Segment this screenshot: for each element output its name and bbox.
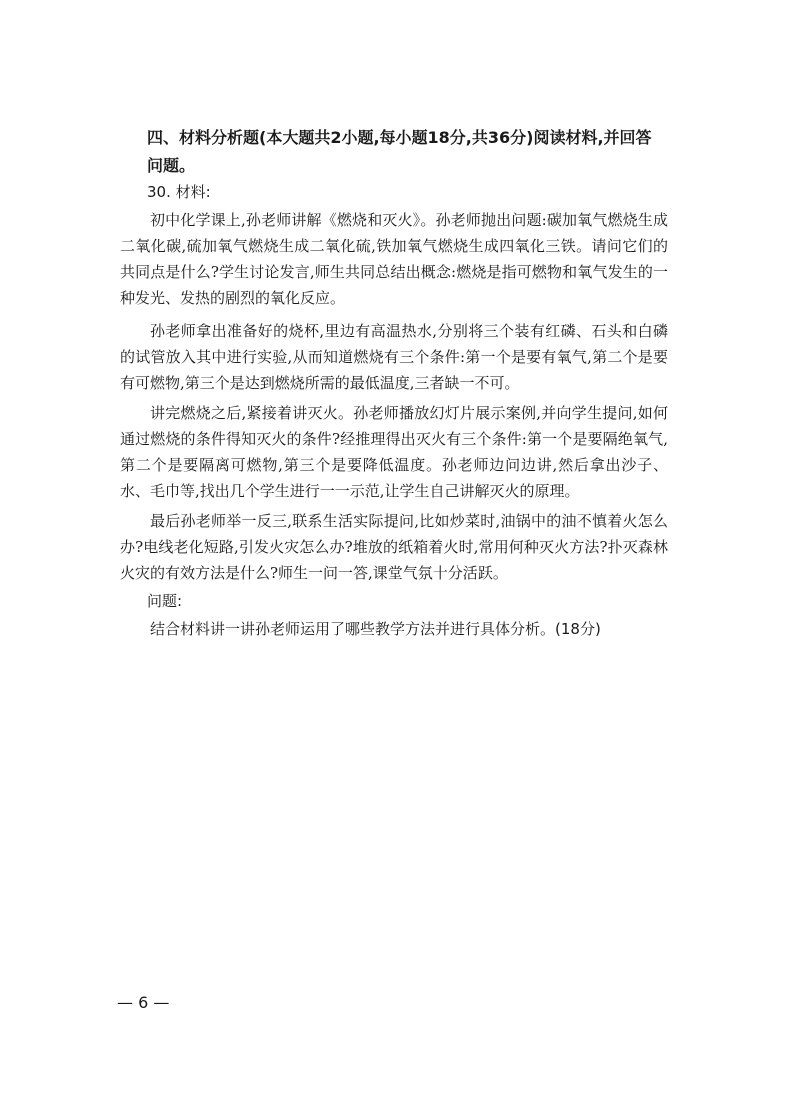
question-prompt-text: 结合材料讲一讲孙老师运用了哪些教学方法并进行具体分析。(18分) [150, 620, 601, 638]
section-heading: 四、材料分析题(本大题共2小题,每小题18分,共36分)阅读材料,并回答问题。 [147, 128, 652, 175]
material-paragraph-4: 最后孙老师举一反三,联系生活实际提问,比如炒菜时,油锅中的油不慎着火怎么办?电线老化短路,引发火灾怎么办?堆放的纸箱着火时,常用何种灭火方法?扑灭森林火灾的有效方法是什么?师生一问一答,课堂气氛十分活跃。 [120, 512, 668, 582]
page-number: — 6 — [117, 993, 170, 1012]
material-paragraph-3: 讲完燃烧之后,紧接着讲灭火。孙老师播放幻灯片展示案例,并向学生提问,如何通过燃烧的条件得知灭火的条件?经推理得出灭火有三个条件:第一个是要隔绝氧气,第二个是要隔离可燃物,第三个是要降低温度。孙老师边问边讲,然后拿出沙子、水、毛巾等,找出几个学生进行一一示范,让学生自己讲解灭火的原理。 [120, 404, 668, 500]
material-paragraph-2: 孙老师拿出准备好的烧杯,里边有高温热水,分别将三个装有红磷、石头和白磷的试管放入其中进行实验,从而知道燃烧有三个条件:第一个是要有氧气,第二个是要有可燃物,第三个是达到燃烧所需的最低温度,三者缺一不可。 [120, 322, 668, 392]
question-number-label: 30. 材料: [147, 183, 211, 201]
material-paragraph-1: 初中化学课上,孙老师讲解《燃烧和灭火》。孙老师抛出问题:碳加氧气燃烧生成二氧化碳,硫加氧气燃烧生成二氧化硫,铁加氧气燃烧生成四氧化三铁。请问它们的共同点是什么?学生讨论发言,师生共同总结出概念:燃烧是指可燃物和氧气发生的一种发光、发热的剧烈的氧化反应。 [120, 211, 668, 307]
question-prompt-label: 问题: [147, 592, 183, 610]
